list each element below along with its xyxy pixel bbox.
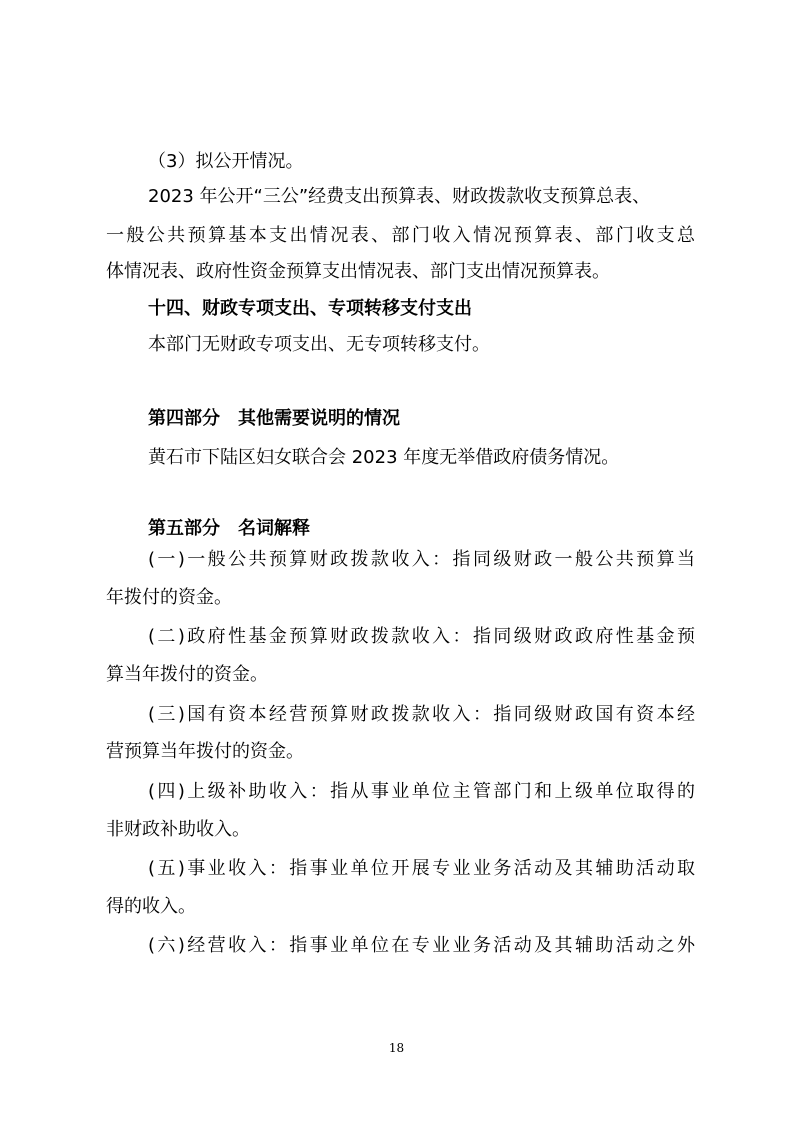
term-3-line-2: 营预算当年拨付的资金。 (106, 741, 304, 762)
section-14-heading: 十四、财政专项支出、专项转移支付支出 (148, 298, 472, 319)
section-14-text: 本部门无财政专项支出、无专项转移支付。 (148, 334, 490, 355)
term-5-line-1: (五)事业收入：指事业单位开展专业业务活动及其辅助活动取 (148, 858, 695, 879)
disclosure-text-line-2: 一般公共预算基本支出情况表、部门收入情况预算表、部门收支总 (106, 225, 695, 246)
term-4-line-1: (四)上级补助收入：指从事业单位主管部门和上级单位取得的 (148, 781, 695, 802)
term-1-line-1: (一)一般公共预算财政拨款收入：指同级财政一般公共预算当 (148, 549, 695, 570)
term-2-line-2: 算当年拨付的资金。 (106, 664, 268, 685)
part-4-text: 黄石市下陆区妇女联合会 2023 年度无举借政府债务情况。 (148, 447, 620, 468)
term-5-line-2: 得的收入。 (106, 896, 196, 917)
part-4-heading: 第四部分 其他需要说明的情况 (148, 408, 400, 429)
term-2-line-1: (二)政府性基金预算财政拨款收入：指同级财政政府性基金预 (148, 626, 695, 647)
page-number: 18 (388, 1041, 405, 1055)
term-3-line-1: (三)国有资本经营预算财政拨款收入：指同级财政国有资本经 (148, 704, 695, 725)
term-1-line-2: 年拨付的资金。 (106, 587, 232, 608)
disclosure-text-line-1: 2023 年公开“三公”经费支出预算表、财政拨款收支预算总表、 (148, 186, 651, 207)
term-6-line-1: (六)经营收入：指事业单位在专业业务活动及其辅助活动之外 (148, 935, 695, 956)
term-4-line-2: 非财政补助收入。 (106, 819, 250, 840)
item-3-label: （3）拟公开情况。 (148, 151, 304, 172)
disclosure-text-line-3: 体情况表、政府性资金预算支出情况表、部门支出情况预算表。 (106, 261, 610, 282)
part-5-heading: 第五部分 名词解释 (148, 518, 310, 539)
